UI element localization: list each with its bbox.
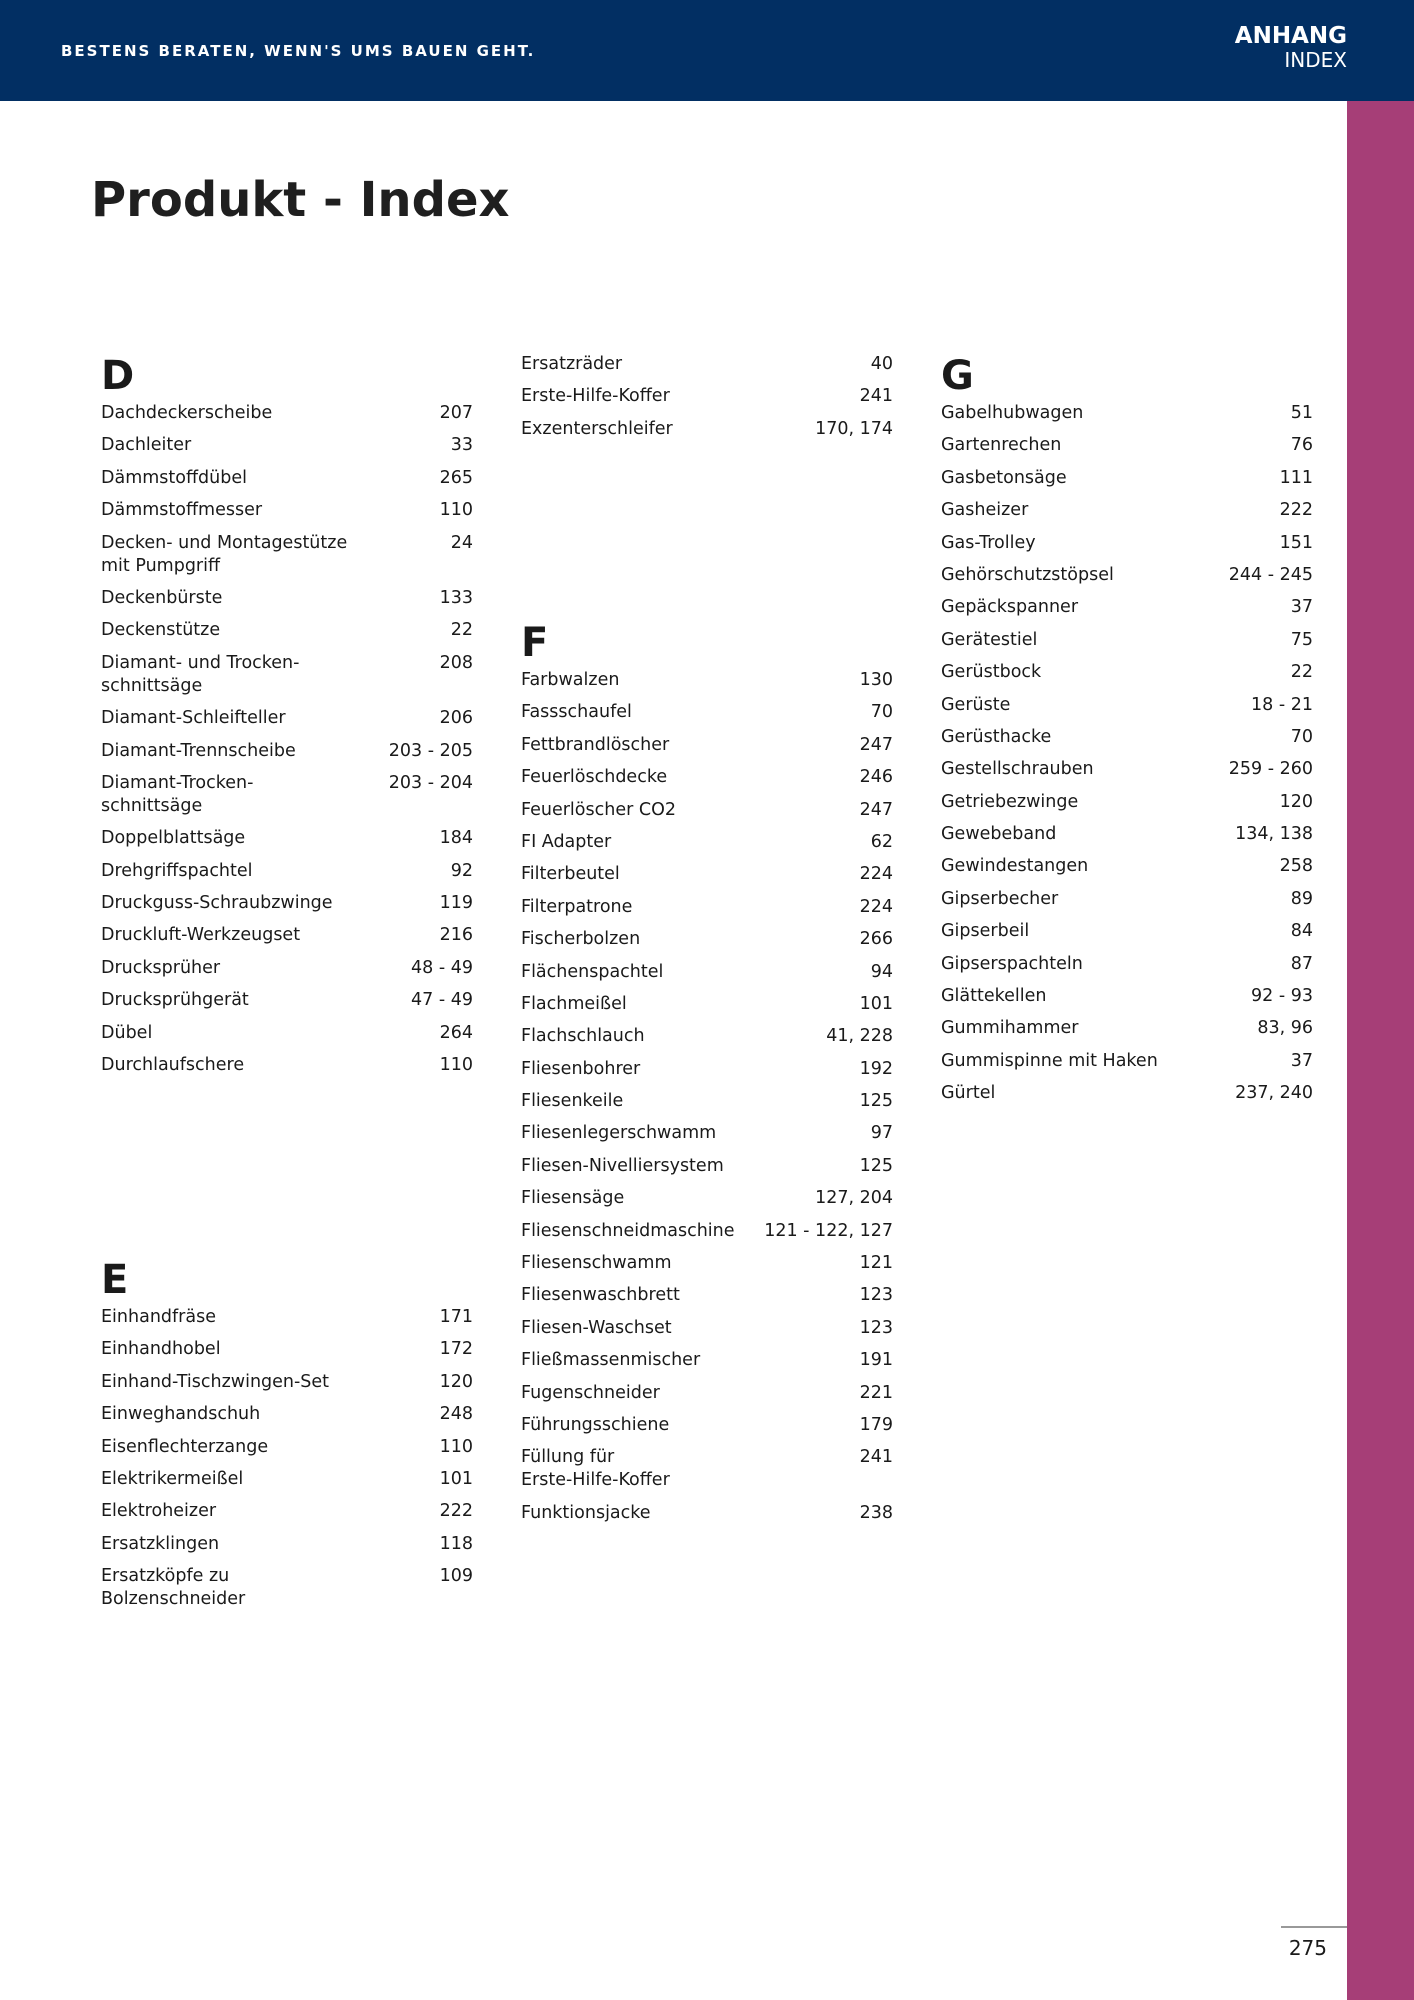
entry-pages: 247 [859,734,893,755]
entry-pages: 92 - 93 [1251,986,1313,1007]
index-entry [941,791,1313,814]
entry-pages: 222 [439,1501,473,1522]
entry-name: Fliesenlegerschwamm [521,1123,717,1144]
entry-name: Fischerbolzen [521,929,641,950]
index-entry [101,892,473,915]
index-entry [521,766,893,789]
entry-pages: 216 [439,925,473,946]
entry-pages: 203 - 204 [388,772,473,793]
section-title: ANHANG [1234,23,1347,49]
entry-pages: 259 - 260 [1228,759,1313,780]
entry-name: Dachleiter [101,435,192,456]
index-group-d [101,350,473,1086]
index-entry [521,1284,893,1307]
index-entry [521,1414,893,1437]
group-letter: E [101,1257,129,1303]
entry-pages: 224 [859,864,893,885]
index-group-e-continued [521,353,893,450]
entry-pages: 84 [1290,921,1313,942]
entry-name: Fliesenschneidmaschine [521,1220,735,1241]
entry-name: Glättekellen [941,986,1047,1007]
index-entry [521,1317,893,1340]
entry-name: Flachmeißel [521,993,627,1014]
entry-name: Einhand-Tischzwingen-Set [101,1371,330,1392]
index-entry [941,953,1313,976]
index-entry [521,961,893,984]
index-entry [521,863,893,886]
index-entry [521,993,893,1016]
index-entry [521,831,893,854]
entry-pages: 123 [859,1285,893,1306]
entry-pages: 123 [859,1317,893,1338]
index-entry [101,1403,473,1426]
entry-pages: 184 [439,828,473,849]
index-entry [941,1082,1313,1105]
index-entry [521,1025,893,1048]
entry-pages: 244 - 245 [1228,564,1313,585]
entry-name: Ersatzköpfe zu Bolzenschneider [101,1566,246,1610]
entry-name: Filterpatrone [521,896,633,917]
entry-pages: 76 [1290,435,1313,456]
entry-name: Fugenschneider [521,1382,660,1403]
index-entry [941,499,1313,522]
entry-pages: 110 [439,500,473,521]
index-entry [941,596,1313,619]
entry-pages: 118 [439,1533,473,1554]
entry-pages: 264 [439,1022,473,1043]
entry-name: Dachdeckerscheibe [101,403,273,423]
entry-name: Druckguss-Schraubzwinge [101,893,333,914]
entry-name: Gipserbeil [941,921,1030,942]
entry-list [101,402,473,1077]
entry-name: Gummispinne mit Haken [941,1050,1158,1071]
index-entry [941,1050,1313,1073]
index-entry [101,772,473,818]
index-entry [521,1382,893,1405]
entry-name: Erste-Hilfe-Koffer [521,386,670,407]
entry-name: Flächenspachtel [521,961,664,982]
entry-name: Flachschlauch [521,1026,645,1047]
entry-name: Drehgriffspachtel [101,860,253,881]
entry-name: Fliesen-Nivelliersystem [521,1155,724,1176]
index-entry [521,928,893,951]
entry-list [941,402,1313,1105]
entry-name: Gehörschutzstöpsel [941,564,1114,585]
index-entry [941,402,1313,425]
entry-name: Gerüste [941,694,1011,715]
index-entry [521,1502,893,1525]
index-entry [101,652,473,698]
entry-pages: 101 [439,1468,473,1489]
entry-name: Gerätestiel [941,629,1038,650]
entry-pages: 120 [439,1371,473,1392]
index-entry [521,418,893,441]
entry-name: Gewindestangen [941,856,1089,877]
entry-name: Funktionsjacke [521,1502,651,1523]
index-entry [521,385,893,408]
entry-pages: 111 [1279,467,1313,488]
index-entry [941,532,1313,555]
entry-name: Durchlaufschere [101,1055,245,1076]
group-letter: F [521,620,549,666]
entry-list [521,669,893,1525]
index-entry [101,532,473,578]
entry-pages: 37 [1290,1050,1313,1071]
entry-pages: 222 [1279,500,1313,521]
entry-name: Einhandhobel [101,1339,221,1360]
entry-pages: 121 [859,1253,893,1274]
entry-name: Diamant-Schleifteller [101,708,286,729]
entry-name: Führungsschiene [521,1414,670,1435]
entry-name: Feuerlöscher CO2 [521,799,676,820]
entry-pages: 47 - 49 [411,990,473,1011]
index-entry [521,799,893,822]
entry-pages: 248 [439,1404,473,1425]
entry-pages: 37 [1290,597,1313,618]
index-entry [101,1054,473,1077]
entry-name: Filterbeutel [521,864,620,885]
entry-name: Dübel [101,1022,153,1043]
header-bar [0,0,1414,101]
index-entry [521,1122,893,1145]
entry-name: Füllung für Erste-Hilfe-Koffer [521,1447,670,1491]
index-entry [521,353,893,376]
entry-pages: 207 [439,403,473,423]
header-tagline: BESTENS BERATEN, WENN'S UMS BAUEN GEHT. [61,42,536,60]
index-entry [101,1338,473,1361]
entry-name: Fliesensäge [521,1188,625,1209]
entry-name: Gerüstbock [941,662,1042,683]
group-letter: G [941,353,974,399]
side-color-tab [1347,101,1414,2000]
entry-pages: 206 [439,708,473,729]
entry-pages: 151 [1279,532,1313,553]
index-entry [101,1500,473,1523]
entry-name: Gas-Trolley [941,532,1036,553]
entry-pages: 179 [859,1414,893,1435]
entry-pages: 121 - 122, 127 [764,1220,893,1241]
entry-name: Dämmstoffdübel [101,467,247,488]
entry-pages: 62 [870,831,893,852]
entry-name: Eisenflechterzange [101,1436,269,1457]
index-entry [101,434,473,457]
entry-name: Drucksprühgerät [101,990,249,1011]
index-entry [521,701,893,724]
index-entry [941,888,1313,911]
entry-name: Fliesenbohrer [521,1058,641,1079]
entry-name: Gerüsthacke [941,726,1052,747]
index-entry [941,694,1313,717]
entry-pages: 221 [859,1382,893,1403]
entry-name: Gepäckspanner [941,597,1079,618]
index-entry [521,896,893,919]
entry-pages: 241 [859,1447,893,1468]
entry-list [101,1306,473,1611]
index-entry [521,1252,893,1275]
entry-name: Ersatzklingen [101,1533,220,1554]
entry-name: Gipserbecher [941,888,1059,909]
entry-pages: 120 [1279,791,1313,812]
entry-name: Getriebezwinge [941,791,1079,812]
index-entry [521,1155,893,1178]
index-entry [101,860,473,883]
index-entry [521,1349,893,1372]
entry-name: Ersatzräder [521,354,623,374]
page-number: 275 [1288,1936,1327,1960]
index-entry [941,629,1313,652]
entry-pages: 92 [450,860,473,881]
entry-pages: 70 [870,702,893,723]
entry-name: Fließmassenmischer [521,1350,701,1371]
entry-pages: 70 [1290,726,1313,747]
section-label [1235,24,1347,72]
entry-pages: 110 [439,1055,473,1076]
entry-pages: 41, 228 [826,1026,893,1047]
entry-pages: 110 [439,1436,473,1457]
index-entry [941,467,1313,490]
entry-name: Fettbrandlöscher [521,734,670,755]
entry-name: Exzenterschleifer [521,418,673,439]
group-letter: D [101,353,135,399]
entry-name: Farbwalzen [521,670,620,690]
index-entry [941,920,1313,943]
entry-name: Gummihammer [941,1018,1079,1039]
entry-pages: 258 [1279,856,1313,877]
index-group-f [521,617,893,1534]
entry-pages: 127, 204 [815,1188,893,1209]
entry-name: Gasheizer [941,500,1029,521]
entry-name: Einweghandschuh [101,1404,261,1425]
entry-name: Gabelhubwagen [941,403,1084,423]
entry-pages: 22 [1290,662,1313,683]
index-entry [101,1436,473,1459]
index-entry [521,734,893,757]
index-entry [101,1533,473,1556]
entry-pages: 172 [439,1339,473,1360]
index-entry [521,1187,893,1210]
entry-name: FI Adapter [521,831,612,852]
entry-name: Gipserspachteln [941,953,1083,974]
entry-pages: 224 [859,896,893,917]
entry-pages: 241 [859,386,893,407]
index-entry [101,740,473,763]
index-entry [941,1017,1313,1040]
index-entry [941,564,1313,587]
entry-name: Fliesen-Waschset [521,1317,672,1338]
entry-name: Fassschaufel [521,702,632,723]
entry-pages: 24 [450,532,473,553]
entry-pages: 94 [870,961,893,982]
footer-divider [1281,1926,1347,1928]
entry-pages: 125 [859,1155,893,1176]
entry-name: Diamant- und Trocken- schnittsäge [101,652,300,696]
index-entry [101,619,473,642]
index-entry [941,434,1313,457]
entry-name: Fliesenschwamm [521,1253,672,1274]
page-title: Produkt - Index [91,172,510,228]
entry-pages: 18 - 21 [1251,694,1313,715]
entry-name: Gasbetonsäge [941,467,1067,488]
index-entry [941,661,1313,684]
entry-pages: 191 [859,1350,893,1371]
entry-pages: 109 [439,1566,473,1587]
entry-name: Dämmstoffmesser [101,500,263,521]
entry-pages: 97 [870,1123,893,1144]
entry-pages: 171 [439,1307,473,1327]
entry-pages: 134, 138 [1235,824,1313,845]
entry-pages: 22 [450,620,473,641]
entry-list [521,353,893,441]
entry-pages: 119 [439,893,473,914]
index-entry [101,827,473,850]
entry-name: Fliesenkeile [521,1091,624,1112]
entry-name: Diamant-Trennscheibe [101,740,296,761]
entry-pages: 133 [439,587,473,608]
entry-name: Deckenstütze [101,620,221,641]
index-entry [941,726,1313,749]
entry-name: Gewebeband [941,824,1057,845]
index-entry [101,957,473,980]
entry-pages: 208 [439,652,473,673]
index-entry [941,823,1313,846]
entry-name: Drucksprüher [101,957,221,978]
index-entry [101,989,473,1012]
index-entry [521,1058,893,1081]
entry-pages: 75 [1290,629,1313,650]
index-entry [101,1306,473,1329]
entry-pages: 170, 174 [815,418,893,439]
index-entry [101,499,473,522]
entry-pages: 203 - 205 [388,740,473,761]
entry-pages: 101 [859,993,893,1014]
index-entry [521,1090,893,1113]
entry-pages: 237, 240 [1235,1083,1313,1104]
entry-name: Deckenbürste [101,587,223,608]
entry-name: Einhandfräse [101,1307,216,1327]
index-entry [941,758,1313,781]
index-entry [521,669,893,692]
entry-pages: 192 [859,1058,893,1079]
index-entry [941,985,1313,1008]
entry-name: Fliesenwaschbrett [521,1285,680,1306]
entry-name: Gartenrechen [941,435,1062,456]
index-entry [101,1022,473,1045]
entry-pages: 83, 96 [1257,1018,1313,1039]
entry-pages: 48 - 49 [411,957,473,978]
entry-pages: 51 [1290,403,1313,423]
entry-name: Decken- und Montagestütze mit Pumpgriff [101,532,348,576]
entry-pages: 87 [1290,953,1313,974]
entry-pages: 246 [859,767,893,788]
entry-pages: 125 [859,1091,893,1112]
entry-name: Druckluft-Werkzeugset [101,925,301,946]
index-entry [941,855,1313,878]
section-subtitle: INDEX [1284,48,1347,72]
index-entry [101,1371,473,1394]
entry-pages: 130 [859,670,893,690]
index-entry [521,1446,893,1492]
index-group-g [941,350,1313,1115]
entry-name: Feuerlöschdecke [521,767,668,788]
index-group-e [101,1254,473,1621]
entry-pages: 89 [1290,888,1313,909]
index-entry [521,1220,893,1243]
entry-pages: 265 [439,467,473,488]
entry-name: Elektrikermeißel [101,1468,244,1489]
entry-pages: 247 [859,799,893,820]
entry-name: Doppelblattsäge [101,828,246,849]
index-entry [101,1468,473,1491]
entry-name: Diamant-Trocken- schnittsäge [101,772,254,816]
index-entry [101,1565,473,1611]
index-entry [101,707,473,730]
entry-pages: 40 [870,354,893,374]
entry-pages: 266 [859,929,893,950]
entry-name: Elektroheizer [101,1501,217,1522]
index-entry [101,924,473,947]
entry-name: Gestellschrauben [941,759,1094,780]
entry-pages: 238 [859,1502,893,1523]
entry-name: Gürtel [941,1083,996,1104]
entry-pages: 33 [450,435,473,456]
index-entry [101,587,473,610]
index-entry [101,467,473,490]
index-entry [101,402,473,425]
